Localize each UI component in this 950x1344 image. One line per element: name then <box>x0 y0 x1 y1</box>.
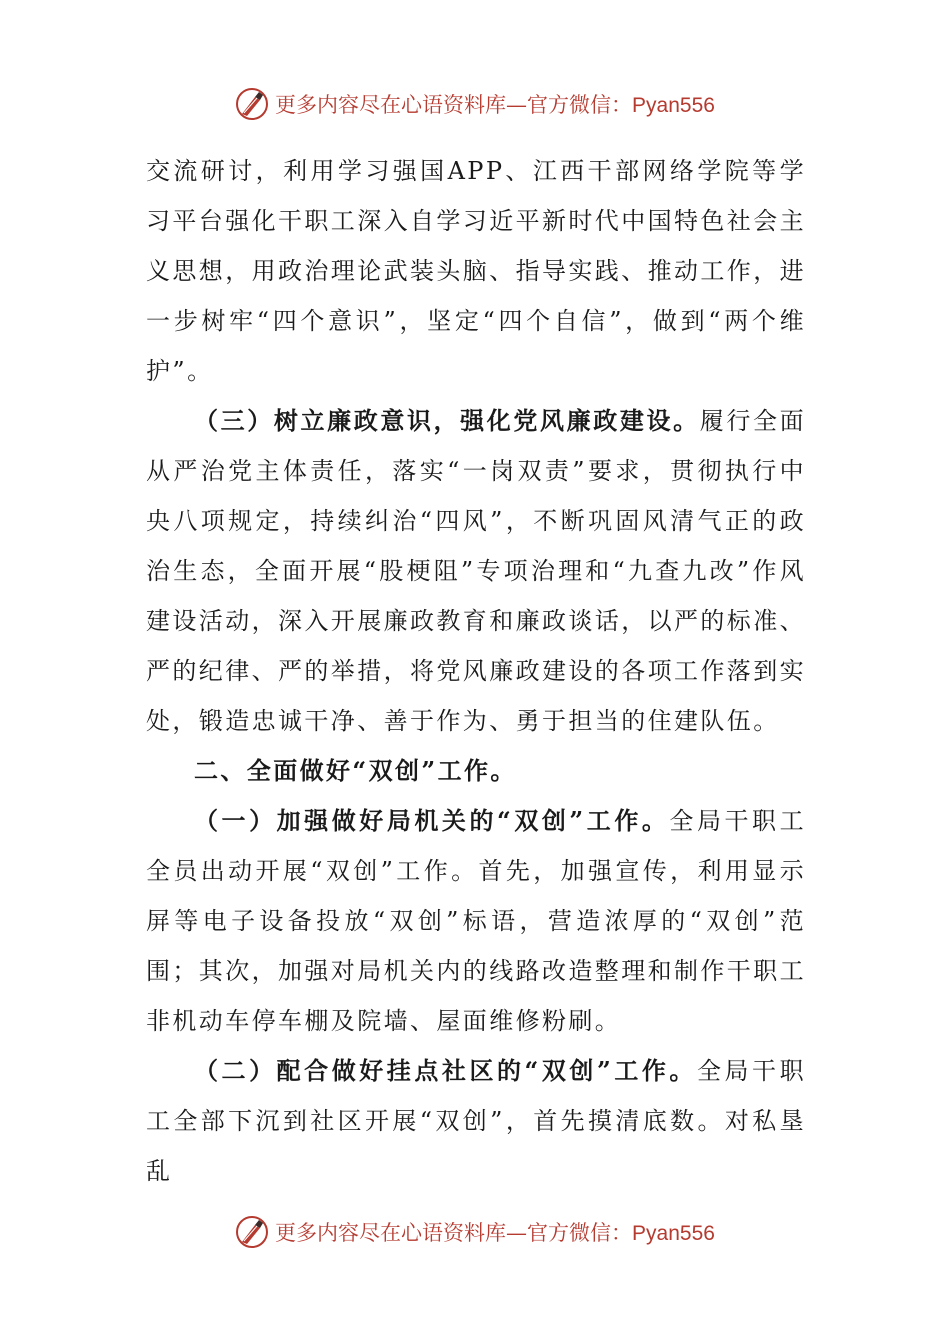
footer-banner <box>0 1212 950 1252</box>
pen-nib-logo-icon <box>235 87 269 121</box>
header-banner-text: 更多内容尽在心语资料库—官方微信：Pyan556 <box>275 93 715 117</box>
paragraph-3-text: 全局干职工全员出动开展“双创”工作。首先，加强宣传，利用显示屏等电子设备投放“双创”标语，营造浓厚的“双创”范围；其次，加强对局机关内的线路改造整理和制作干职工非机动车停车棚及院墙、屋面维修粉刷。 <box>146 807 807 1035</box>
document-body <box>146 146 806 1196</box>
paragraph-2 <box>146 396 806 746</box>
paragraph-4 <box>146 1046 806 1196</box>
footer-banner-text: 更多内容尽在心语资料库—官方微信：Pyan556 <box>275 1221 715 1245</box>
paragraph-2-text: 履行全面从严治党主体责任，落实“一岗双责”要求，贯彻执行中央八项规定，持续纠治“四风”，不断巩固风清气正的政治生态，全面开展“股梗阻”专项治理和“九查九改”作风建设活动，深入开展廉政教育和廉政谈话，以严的标准、严的纪律、严的举措，将党风廉政建设的各项工作落到实处，锻造忠诚干净、善于作为、勇于担当的住建队伍。 <box>146 407 806 735</box>
paragraph-4-title: （二）配合做好挂点社区的“双创”工作。 <box>194 1056 697 1085</box>
paragraph-3 <box>146 796 806 1046</box>
paragraph-1: 交流研讨，利用学习强国APP、江西干部网络学院等学习平台强化干职工深入自学习近平新时代中国特色社会主义思想，用政治理论武装头脑、指导实践、推动工作，进一步树牢“四个意识”，坚定“四个自信”，做到“两个维护”。 <box>146 157 806 385</box>
paragraph-2-title: （三）树立廉政意识，强化党风廉政建设。 <box>194 406 700 435</box>
header-wechat-id: Pyan556 <box>632 94 715 117</box>
footer-wechat-id: Pyan556 <box>632 1222 715 1245</box>
paragraph-4-text: 全局干职工全部下沉到社区开展“双创”，首先摸清底数。对私垦乱 <box>146 1057 806 1185</box>
section-heading-2: 二、全面做好“双创”工作。 <box>194 756 517 785</box>
pen-nib-logo-icon <box>235 1215 269 1249</box>
header-banner <box>0 84 950 124</box>
paragraph-3-title: （一）加强做好局机关的“双创”工作。 <box>194 806 670 835</box>
